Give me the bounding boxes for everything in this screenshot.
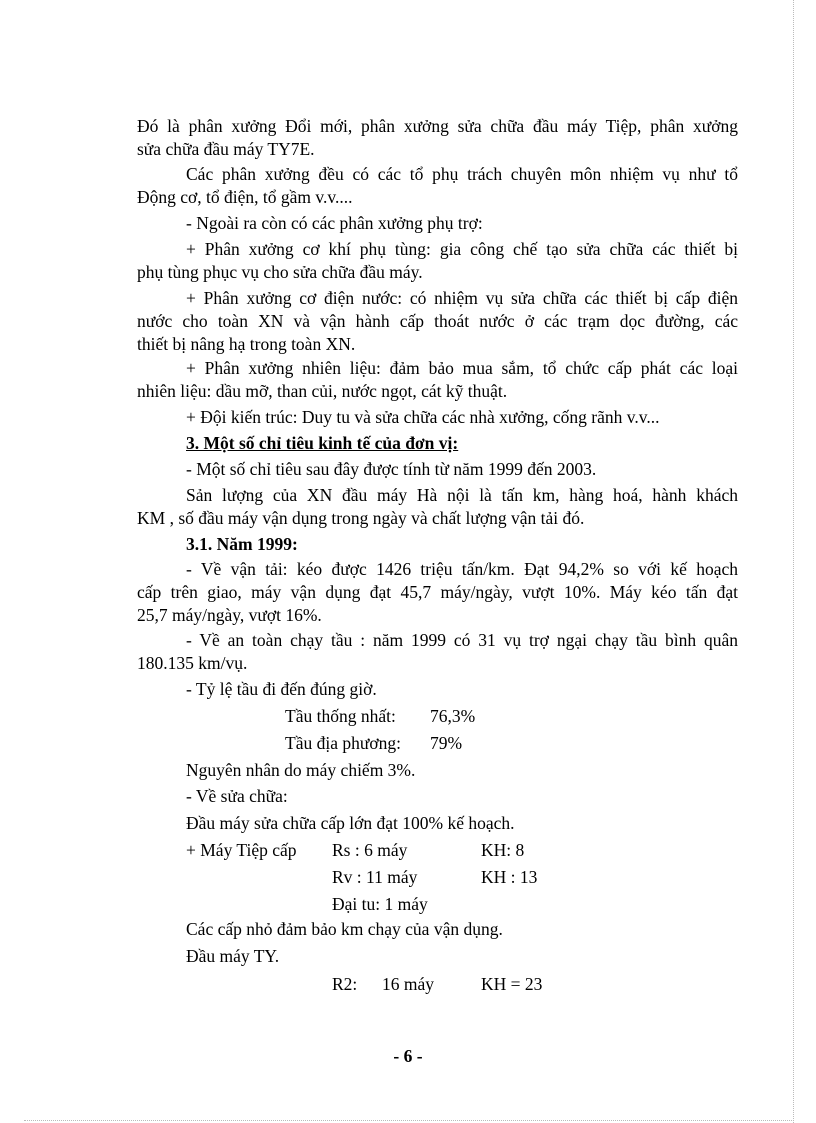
paragraph-line: Đầu máy sửa chữa cấp lớn đạt 100% kế hoạch.	[186, 813, 515, 833]
rate-label: Tầu địa phương:	[285, 733, 401, 753]
repair-type: R2:	[332, 974, 358, 994]
paragraph-line: Các cấp nhỏ đảm bảo km chạy của vận dụng.	[186, 919, 503, 939]
paragraph-line: Đó là phân xưởng Đổi mới, phân xưởng sửa chữa đầu máy Tiệp, phân xưởng	[137, 116, 738, 136]
page-border-bottom	[24, 1120, 794, 1121]
paragraph-line: cấp trên giao, máy vận dụng đạt 45,7 máy/ngày, vượt 10%. Máy kéo tấn đạt	[137, 582, 738, 602]
repair-plan: KH: 8	[481, 840, 525, 860]
paragraph-line: - Về an toàn chạy tầu : năm 1999 có 31 vụ trợ ngại chạy tầu bình quân	[186, 630, 738, 650]
paragraph-line: - Tỷ lệ tầu đi đến đúng giờ.	[186, 679, 377, 699]
paragraph-line: + Phân xưởng cơ điện nước: có nhiệm vụ sửa chữa các thiết bị cấp điện	[186, 288, 738, 308]
page-border-right	[793, 0, 794, 1123]
paragraph-line: - Một số chỉ tiêu sau đây được tính từ năm 1999 đến 2003.	[186, 459, 597, 479]
paragraph-line: KM , số đầu máy vận dụng trong ngày và chất lượng vận tải đó.	[137, 508, 585, 528]
paragraph-line: thiết bị nâng hạ trong toàn XN.	[137, 334, 356, 354]
paragraph-line: + Đội kiến trúc: Duy tu và sửa chữa các nhà xưởng, cống rãnh v.v...	[186, 407, 660, 427]
paragraph-line: 180.135 km/vụ.	[137, 653, 248, 673]
rate-value: 76,3%	[430, 706, 476, 726]
section-heading: 3. Một số chỉ tiêu kinh tế của đơn vị:	[186, 433, 459, 453]
paragraph-line: nước cho toàn XN và vận hành cấp thoát nước ở các trạm dọc đường, các	[137, 311, 738, 331]
repair-count: Đại tu: 1 máy	[332, 894, 428, 914]
paragraph-line: - Về sửa chữa:	[186, 786, 288, 806]
rate-value: 79%	[430, 733, 463, 753]
paragraph-line: phụ tùng phục vụ cho sửa chữa đầu máy.	[137, 262, 423, 282]
subsection-heading: 3.1. Năm 1999:	[186, 534, 298, 554]
repair-label: + Máy Tiệp cấp	[186, 840, 297, 860]
paragraph-line: + Phân xưởng nhiên liệu: đảm bảo mua sắm, tổ chức cấp phát các loại	[186, 358, 738, 378]
repair-plan: KH = 23	[481, 974, 543, 994]
repair-plan: KH : 13	[481, 867, 538, 887]
paragraph-line: - Về vận tải: kéo được 1426 triệu tấn/km. Đạt 94,2% so với kế hoạch	[186, 559, 738, 579]
paragraph-line: sửa chữa đầu máy TY7E.	[137, 139, 315, 159]
repair-count: Rs : 6 máy	[332, 840, 408, 860]
rate-label: Tầu thống nhất:	[285, 706, 396, 726]
paragraph-line: nhiên liệu: dầu mỡ, than củi, nước ngọt, cát kỹ thuật.	[137, 381, 508, 401]
page-number: - 6 -	[393, 1046, 423, 1066]
paragraph-line: + Phân xưởng cơ khí phụ tùng: gia công chế tạo sửa chữa các thiết bị	[186, 239, 738, 259]
repair-count: Rv : 11 máy	[332, 867, 418, 887]
paragraph-line: Nguyên nhân do máy chiếm 3%.	[186, 760, 416, 780]
paragraph-line: Sản lượng của XN đầu máy Hà nội là tấn km, hàng hoá, hành khách	[186, 485, 738, 505]
paragraph-line: Động cơ, tổ điện, tổ gầm v.v....	[137, 187, 353, 207]
paragraph-line: - Ngoài ra còn có các phân xưởng phụ trợ:	[186, 213, 483, 233]
repair-count: 16 máy	[382, 974, 435, 994]
paragraph-line: Các phân xưởng đều có các tổ phụ trách chuyên môn nhiệm vụ như tổ	[186, 164, 738, 184]
paragraph-line: 25,7 máy/ngày, vượt 16%.	[137, 605, 322, 625]
paragraph-line: Đầu máy TY.	[186, 946, 280, 966]
